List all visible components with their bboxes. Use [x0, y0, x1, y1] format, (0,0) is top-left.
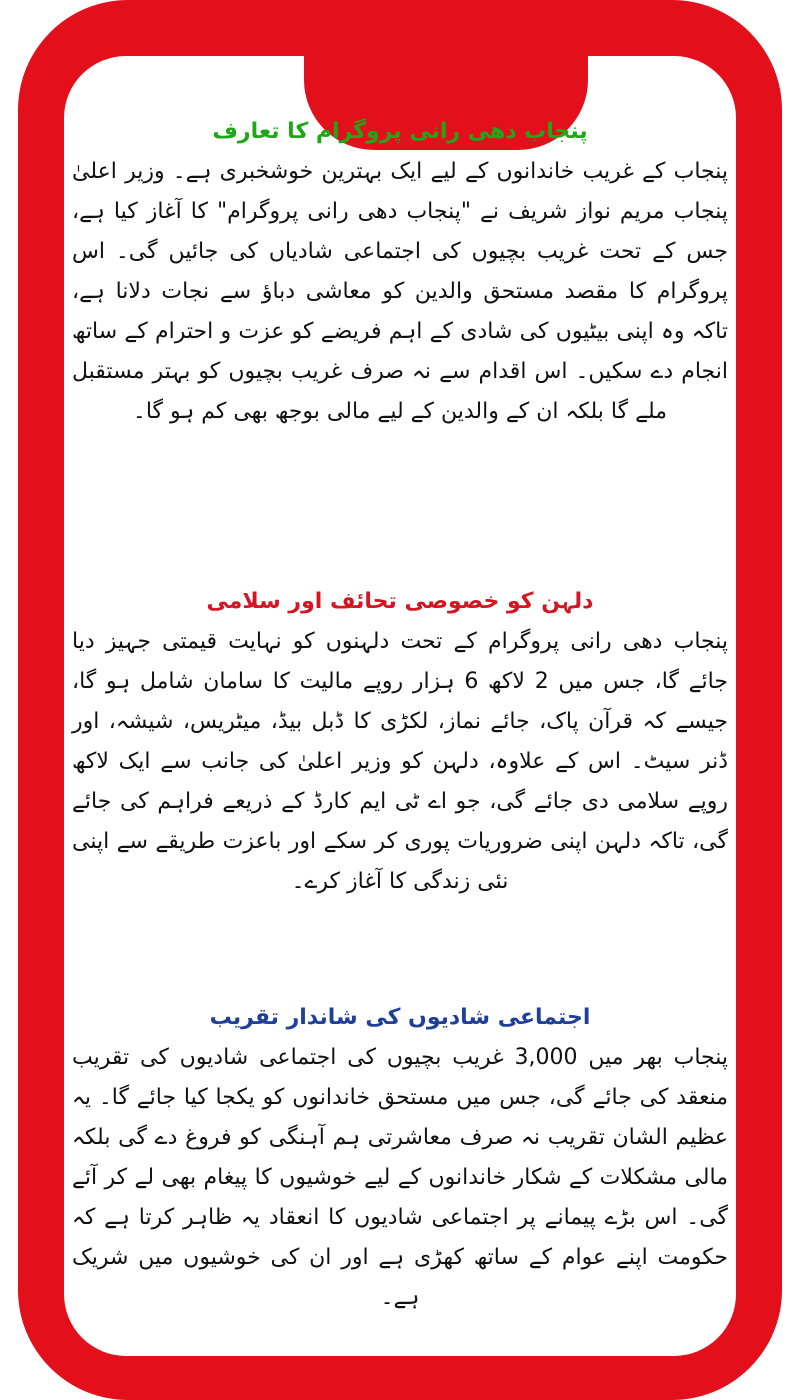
section-introduction — [64, 116, 736, 432]
section-bride-gifts — [64, 586, 736, 902]
section-mass-wedding-ceremony — [64, 1002, 736, 1318]
section-heading: دلہن کو خصوصی تحائف اور سلامی — [206, 589, 594, 614]
section-paragraph: پنجاب کے غریب خاندانوں کے لیے ایک بہترین خوشخبری ہے۔ وزیر اعلیٰ پنجاب مریم نواز شریف نے "پنجاب دھی رانی پروگرام" کا آغاز کیا ہے، جس کے تحت غریب بچیوں کی اجتماعی شادیاں کی جائیں گی۔ اس پروگرام کا مقصد مستحق والدین کو معاشی دباؤ سے نجات دلانا ہے، تاکہ وہ اپنی بیٹیوں کی شادی کے اہم فریضے کو عزت و احترام کے ساتھ انجام دے سکیں۔ اس اقدام سے نہ صرف غریب بچیوں کو بہتر مستقبل ملے گا بلکہ ان کے والدین کے لیے مالی بوجھ بھی کم ہو گا۔ — [72, 159, 728, 424]
section-heading: پنجاب دھی رانی پروگرام کا تعارف — [212, 119, 588, 144]
section-heading: اجتماعی شادیوں کی شاندار تقریب — [209, 1005, 591, 1030]
section-paragraph: پنجاب بھر میں 3,000 غریب بچیوں کی اجتماعی شادیوں کی تقریب منعقد کی جائے گی، جس میں مستحق خاندانوں کو یکجا کیا جائے گا۔ یہ عظیم الشان تقریب نہ صرف معاشرتی ہم آہنگی کو فروغ دے گی بلکہ مالی مشکلات کے شکار خاندانوں کے لیے خوشیوں کا پیغام بھی لے کر آئے گی۔ اس بڑے پیمانے پر اجتماعی شادیوں کا انعقاد یہ ظاہر کرتا ہے کہ حکومت اپنے عوام کے ساتھ کھڑی ہے اور ان کی خوشیوں میں شریک ہے۔ — [72, 1045, 728, 1310]
section-paragraph: پنجاب دھی رانی پروگرام کے تحت دلہنوں کو نہایت قیمتی جہیز دیا جائے گا، جس میں 2 لاکھ 6 ہزار روپے مالیت کا سامان شامل ہو گا، جیسے کہ قرآن پاک، جائے نماز، لکڑی کا ڈبل بیڈ، میٹریس، شیشہ، اور ڈنر سیٹ۔ اس کے علاوہ، دلہن کو وزیر اعلیٰ کی جانب سے ایک لاکھ روپے سلامی دی جائے گی، جو اے ٹی ایم کارڈ کے ذریعے فراہم کی جائے گی، تاکہ دلہن اپنی ضروریات پوری کر سکے اور باعزت طریقے سے اپنی نئی زندگی کا آغاز کرے۔ — [72, 629, 728, 894]
article — [64, 108, 736, 1368]
